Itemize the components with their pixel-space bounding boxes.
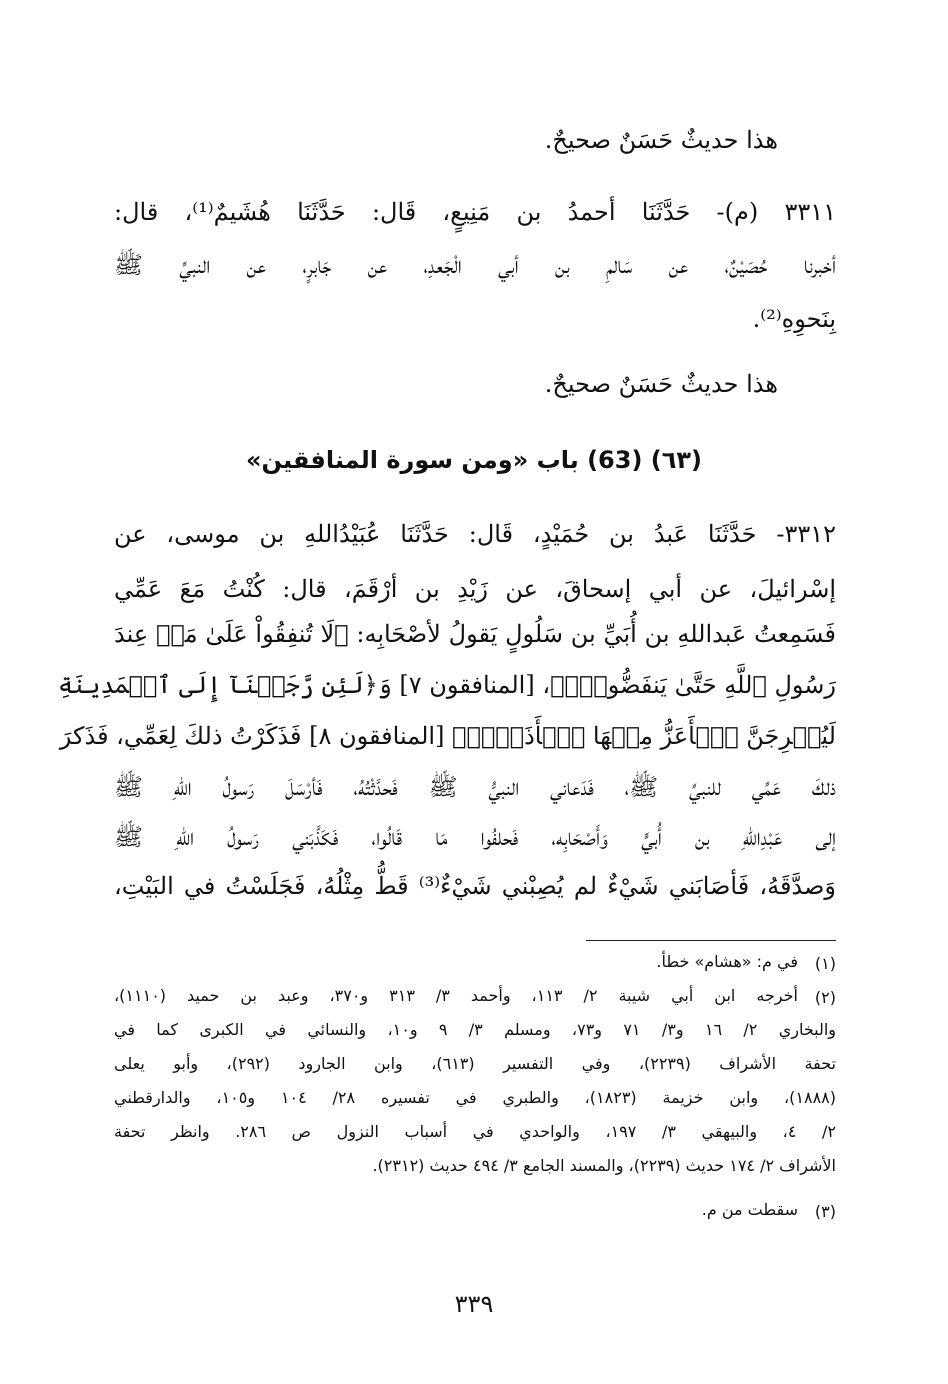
footnote-text: سقطت من م.: [701, 1200, 798, 1219]
hadith-3312-line-5: لَيُخۡرِجَنَّ ٱلۡأَعَزُّ مِنۡهَا ٱلۡأَذَلَّۚ﴾ [المنافقون ٨] فَذَكَرْتُ ذلكَ لِعَمِّي، فَذَكرَ: [59, 722, 836, 750]
footnote-number: (١): [814, 954, 836, 973]
hadith-3312-line-6: ذلكَ عَمِّي للنبيِّ ﷺ، فَدَعاني النبيُّ ﷺ فَحدَّثْتُهُ، فَأرْسَلَ رَسولُ اللهِ ﷺ: [114, 773, 836, 801]
text-line: هذا حديثٌ حَسَنٌ صحيحٌ.: [544, 370, 778, 398]
footnote-text: الأشراف ٢/ ١٧٤ حديث (٢٢٣٩)، والمسند الجامع ٣/ ٤٩٤ حديث (٢٣١٢).: [372, 1156, 836, 1175]
footnote-text: في م: «هشام» خطأ.: [656, 952, 798, 971]
hadith-3311-line-2: أخبرنا حُصَيْنٌ، عن سَالمِ بن أبي الْجَعدِ، عن جَابرٍ، عن النبيِّ ﷺ: [114, 251, 836, 279]
hadith-3312-line-1: ٣٣١٢- حَدَّثَنَا عَبدُ بن حُمَيْدٍ، قَال: حَدَّثَنَا عُبَيْدُاللهِ بن موسى، عن: [114, 520, 836, 548]
hadith-3312-line-3: فَسَمِعتُ عَبداللهِ بن أُبَيِّ بن سَلُولٍ يَقولُ لأصْحَابِه: ﴿لَا تُنفِقُواْ عَلَىٰ مَنۡ عِندَ: [114, 620, 836, 648]
hadith-3311-line-1: ٣٣١١ (م)- حَدَّثَنَا أحمدُ بن مَنِيعٍ، قَال: حَدَّثَنَا هُشَيمٌ⁽¹⁾، قال:: [114, 198, 836, 226]
footnote-divider: [586, 940, 836, 941]
footnote-number: (٣): [814, 1202, 836, 1221]
hadith-3312-line-8: وَصدَّقَهُ، فَأصَابَني شَيْءٌ لم يُصِبْني شَيْءٌ⁽³⁾ قَطُّ مِثْلُهُ، فَجَلَسْتُ في البَيْتِ،: [114, 872, 836, 900]
hadith-3312-line-4: رَسُولِ ٱللَّهِ حَتَّىٰ يَنفَضُّواْۗ﴾، [المنافقون ٧] وَ﴿لَئِن رَّجَعۡنَآ إِلَى ٱلۡمَدِينَةِ: [58, 671, 836, 699]
page-number: ٣٣٩: [454, 1290, 494, 1318]
footnote-text: والبخاري ٢/ ١٦ و٣/ ٧١ و٧٣، ومسلم ٣/ ٩ و١٠، والنسائي في الكبرى كما في: [114, 1020, 837, 1039]
footnote-text: أخرجه ابن أبي شيبة ٢/ ١١٣، وأحمد ٣/ ٣١٣ و٣٧٠، وعبد بن حميد (١١١٠)،: [114, 986, 798, 1005]
text-line: هذا حديثٌ حَسَنٌ صحيحٌ.: [544, 126, 778, 154]
hadith-3311-line-3: بِنَحوِهِ⁽²⁾.: [752, 305, 836, 333]
chapter-heading: (٦٣) (63) باب «ومن سورة المنافقين»: [245, 446, 703, 474]
footnote-text: ٢/ ٤، والبيهقي ٣/ ١٩٧، والواحدي في أسباب النزول ص ٢٨٦. وانظر تحفة: [114, 1122, 836, 1141]
footnote-text: (١٨٨٨)، وابن خزيمة (١٨٢٣)، والطبري في تفسيره ٢٨/ ١٠٤ و١٠٥، والدارقطني: [114, 1088, 836, 1107]
footnote-text: تحفة الأشراف (٢٢٣٩)، وفي التفسير (٦١٣)، وابن الجارود (٢٩٢)، وأبو يعلى: [114, 1054, 837, 1073]
footnote-number: (٢): [814, 988, 836, 1007]
hadith-3312-line-7: إلى عَبْدِاللهِ بن أُبيٍّ وَأَصْحَابِه، فَحلفُوا مَا قَالُوا، فَكَذَّبَني رَسولُ اللهِ ﷺ: [114, 823, 836, 851]
hadith-3312-line-2: إسْرائيلَ، عن أبي إسحاقَ، عن زَيْدِ بن أرْقَمَ، قال: كُنْتُ مَعَ عَمِّي: [114, 575, 836, 603]
